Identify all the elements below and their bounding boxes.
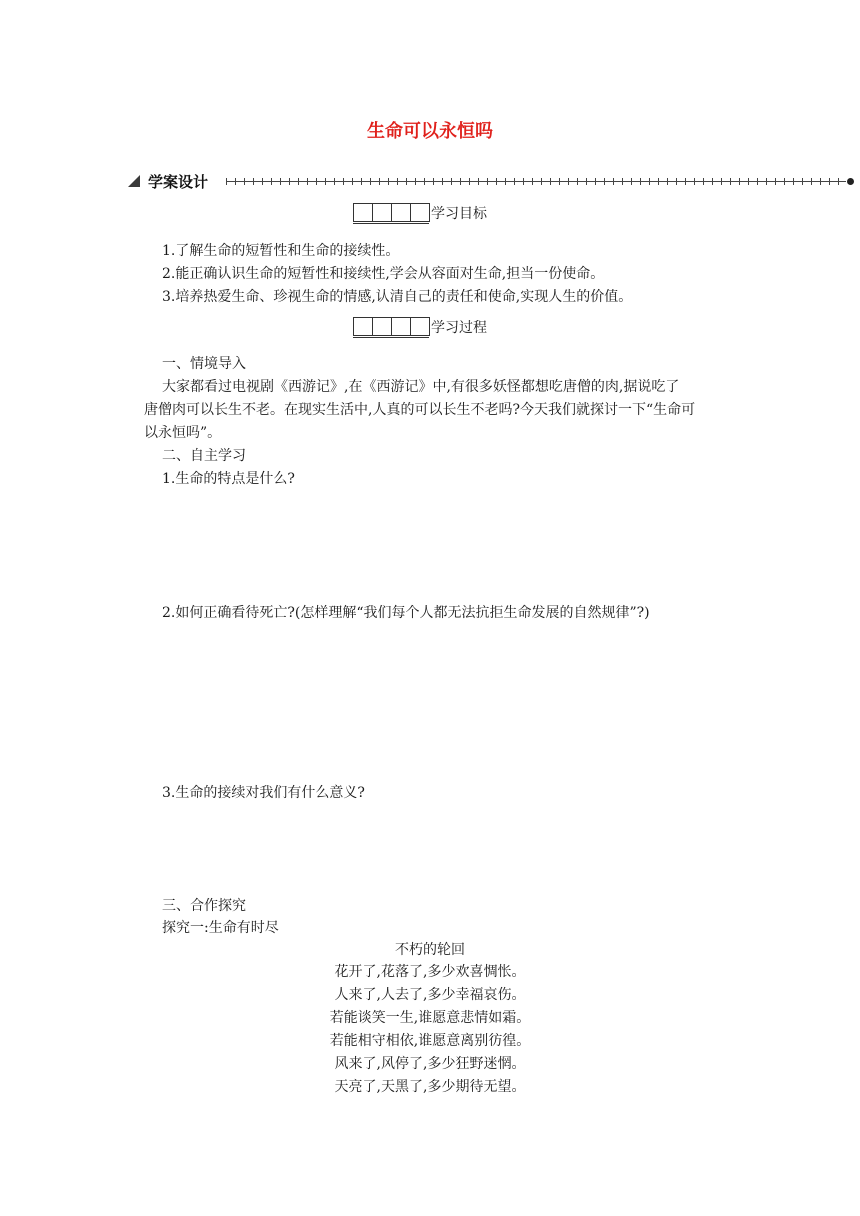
heading-boxes	[353, 203, 429, 224]
question-1: 1.生命的特点是什么?	[162, 471, 295, 487]
poem-line: 天亮了,天黑了,多少期待无望。	[334, 1079, 526, 1095]
part3-heading: 三、合作探究	[162, 898, 246, 914]
question-3: 3.生命的接续对我们有什么意义?	[162, 785, 365, 801]
poem-line: 若能相守相依,谁愿意离别彷徨。	[329, 1033, 531, 1049]
poem-line: 若能谈笑一生,谁愿意悲情如霜。	[329, 1010, 531, 1026]
page-title: 生命可以永恒吗	[367, 121, 493, 142]
goals-heading-label: 学习目标	[431, 206, 487, 222]
part2-heading: 二、自主学习	[162, 448, 246, 464]
poem-title: 不朽的轮回	[395, 942, 465, 958]
inquiry-1: 探究一:生命有时尽	[162, 920, 279, 936]
goals-heading	[353, 203, 487, 225]
section-label: 学案设计	[148, 173, 209, 191]
ruler-ticks	[226, 178, 846, 185]
part1-heading: 一、情境导入	[162, 356, 246, 372]
process-heading-label: 学习过程	[431, 320, 487, 336]
paragraph-line: 唐僧肉可以长生不老。在现实生活中,人真的可以长生不老吗?今天我们就探讨一下“生命可	[144, 402, 696, 418]
question-2: 2.如何正确看待死亡?(怎样理解“我们每个人都无法抗拒生命发展的自然规律”?)	[162, 605, 650, 621]
section-header	[128, 172, 858, 192]
triangle-icon	[128, 175, 140, 187]
process-heading	[353, 317, 487, 339]
paragraph-line: 以永恒吗”。	[144, 425, 222, 441]
heading-boxes	[353, 317, 429, 338]
goal-item: 3.培养热爱生命、珍视生命的情感,认清自己的责任和使命,实现人生的价值。	[162, 289, 633, 305]
goal-item: 2.能正确认识生命的短暂性和接续性,学会从容面对生命,担当一份使命。	[162, 266, 605, 282]
poem-line: 人来了,人去了,多少幸福哀伤。	[334, 987, 526, 1003]
paragraph-line: 大家都看过电视剧《西游记》,在《西游记》中,有很多妖怪都想吃唐僧的肉,据说吃了	[162, 379, 680, 395]
goal-item: 1.了解生命的短暂性和生命的接续性。	[162, 243, 400, 259]
poem-line: 花开了,花落了,多少欢喜惆怅。	[334, 964, 526, 980]
ruler-end-dot	[847, 178, 854, 185]
poem-line: 风来了,风停了,多少狂野迷惘。	[334, 1056, 526, 1072]
